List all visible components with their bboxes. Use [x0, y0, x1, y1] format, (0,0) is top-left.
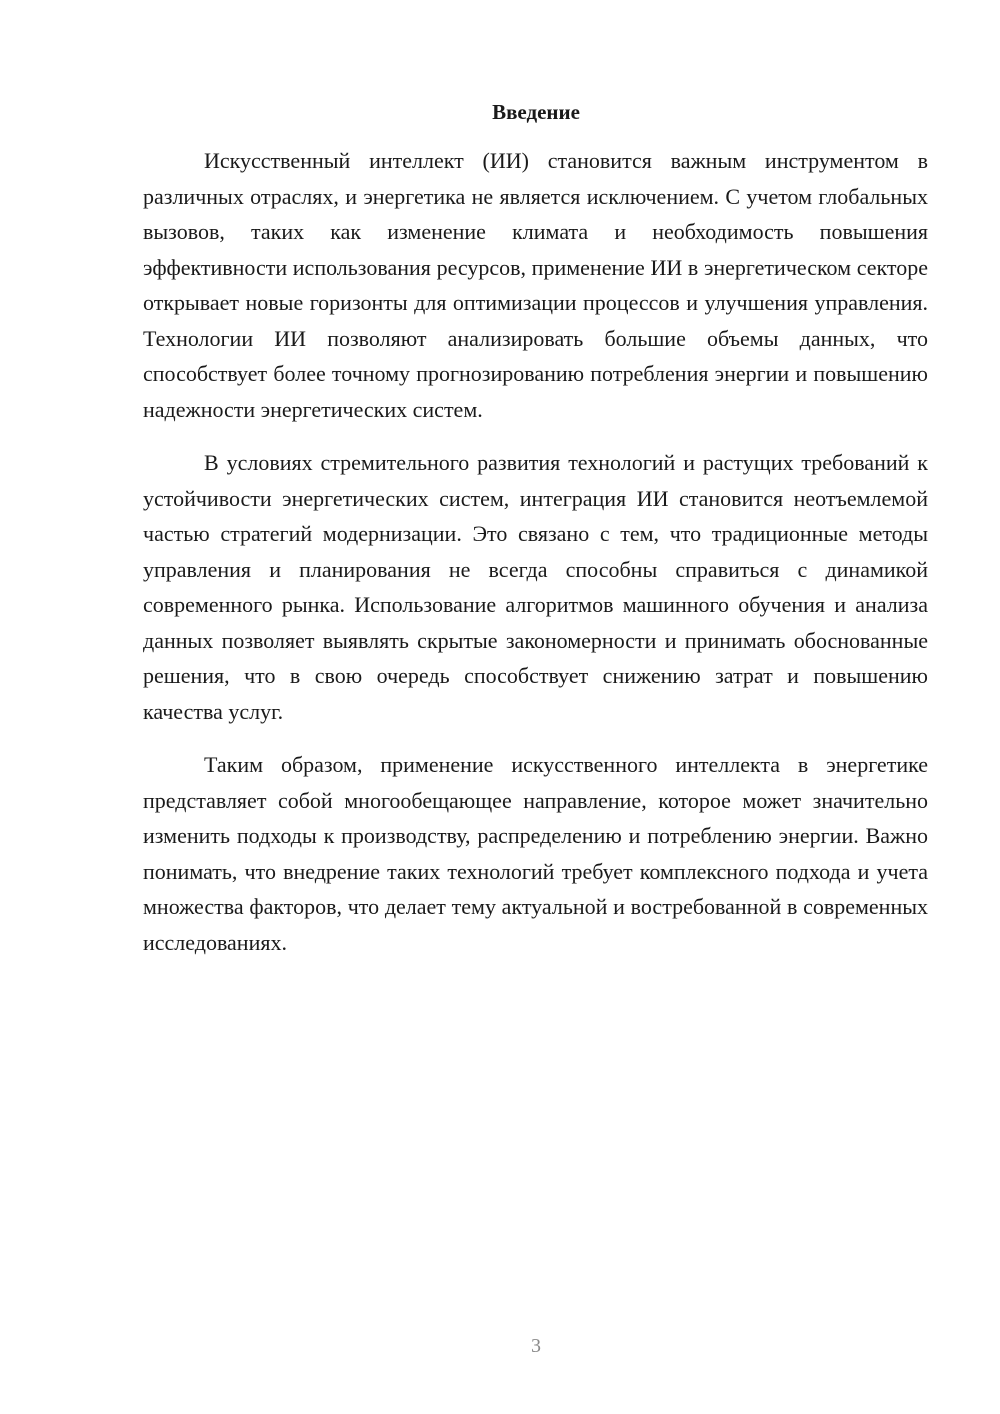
paragraph-3: Таким образом, применение искусственного интеллекта в энергетике представляет собой многообещающее направление, которое может значительно изменить подходы к производству, распределению и потреблению энергии. Важно понимать, что внедрение таких технологий требует комплексного подхода и учета множества факторов, что делает тему актуальной и востребованной в современных исследованиях.: [143, 752, 928, 955]
paragraph-1: Искусственный интеллект (ИИ) становится важным инструментом в различных отраслях, и энергетика не является исключением. С учетом глобальных вызовов, таких как изменение климата и необходимость повышения эффективности использования ресурсов, применение ИИ в энергетическом секторе открывает новые горизонты для оптимизации процессов и улучшения управления. Технологии ИИ позволяют анализировать большие объемы данных, что способствует более точному прогнозированию потребления энергии и повышению надежности энергетических систем.: [143, 148, 928, 422]
page-number: 3: [531, 1335, 541, 1357]
body-text: [143, 143, 928, 978]
section-heading: Введение: [492, 100, 580, 124]
paragraph-2: В условиях стремительного развития технологий и растущих требований к устойчивости энергетических систем, интеграция ИИ становится неотъемлемой частью стратегий модернизации. Это связано с тем, что традиционные методы управления и планирования не всегда способны справиться с динамикой современного рынка. Использование алгоритмов машинного обучения и анализа данных позволяет выявлять скрытые закономерности и принимать обоснованные решения, что в свою очередь способствует снижению затрат и повышению качества услуг.: [143, 450, 928, 724]
